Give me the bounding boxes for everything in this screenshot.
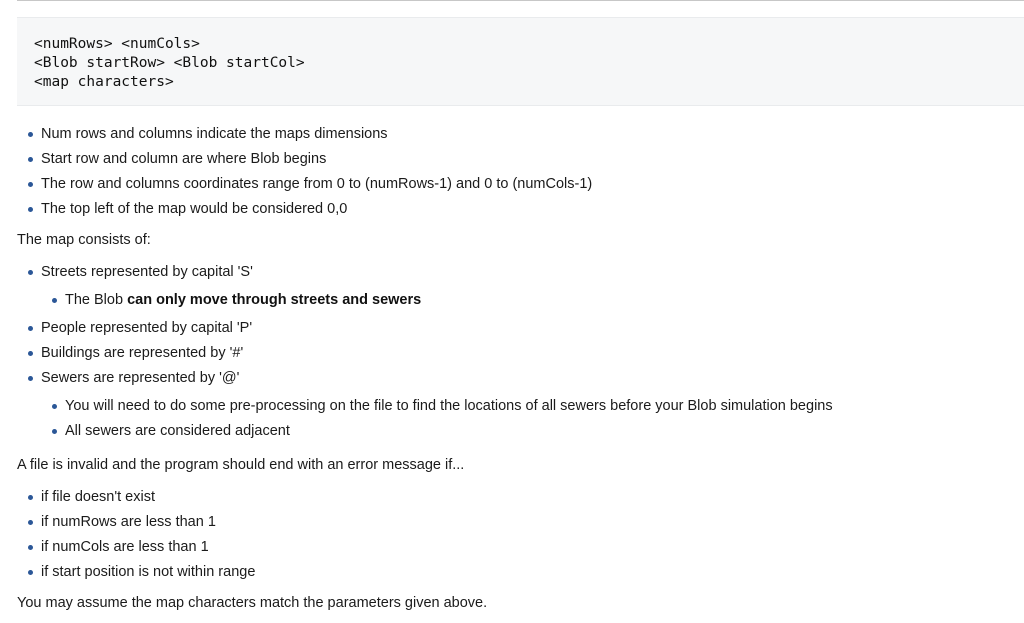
list-item-sewers (17, 366, 1017, 391)
list-item-text: The row and columns coordinates range from 0 to (numRows-1) and 0 to (numCols-1) (41, 176, 593, 192)
instructions-content (17, 122, 1017, 623)
map-intro-paragraph: The map consists of: (17, 232, 151, 248)
list-item-text: Start row and column are where Blob begins (41, 151, 327, 167)
bullet-icon (28, 132, 33, 137)
bullet-icon (28, 207, 33, 212)
list-item-sewers-adjacent (17, 419, 1017, 444)
bullet-icon (28, 376, 33, 381)
list-item-text: Streets represented by capital 'S' (41, 264, 253, 280)
emphasis-text: can only move through streets and sewers (127, 292, 422, 308)
list-item-buildings (17, 341, 1017, 366)
code-line-start-position: <Blob startRow> <Blob startCol> (34, 55, 305, 71)
top-divider (17, 0, 1024, 1)
list-item-text: if file doesn't exist (41, 489, 155, 505)
bullet-icon (28, 351, 33, 356)
list-item (17, 172, 1017, 197)
bullet-icon (28, 520, 33, 525)
list-item-sewers-preprocessing (17, 394, 1017, 419)
closing-paragraph: You may assume the map characters match the parameters given above. (17, 595, 488, 611)
code-line-dimensions: <numRows> <numCols> (34, 36, 200, 52)
list-item-text: People represented by capital 'P' (41, 320, 253, 336)
list-item-text: The Blob (65, 292, 128, 308)
list-item (17, 485, 1017, 510)
bullet-icon (52, 298, 57, 303)
file-format-code-block (17, 17, 1024, 106)
bullet-icon (28, 495, 33, 500)
bullet-icon (28, 157, 33, 162)
format-notes-list (17, 122, 1017, 222)
list-item-streets-rule (17, 288, 1017, 313)
list-item (17, 535, 1017, 560)
bullet-icon (28, 545, 33, 550)
code-line-map-characters: <map characters> (34, 74, 174, 90)
bullet-icon (52, 429, 57, 434)
list-item-text: Num rows and columns indicate the maps dimensions (41, 126, 388, 142)
list-item (17, 560, 1017, 585)
list-item-text: if numCols are less than 1 (41, 539, 209, 555)
list-item (17, 510, 1017, 535)
map-characters-list (17, 260, 1017, 444)
invalid-conditions-list (17, 485, 1017, 585)
list-item (17, 197, 1017, 222)
list-item-text: The top left of the map would be considered 0,0 (41, 201, 348, 217)
list-item (17, 147, 1017, 172)
list-item-text: Sewers are represented by '@' (41, 370, 240, 386)
bullet-icon (28, 326, 33, 331)
list-item-text: Buildings are represented by '#' (41, 345, 244, 361)
list-item-streets (17, 260, 1017, 285)
bullet-icon (28, 570, 33, 575)
list-item-text: if start position is not within range (41, 564, 256, 580)
list-item-people (17, 316, 1017, 341)
bullet-icon (28, 182, 33, 187)
bullet-icon (52, 404, 57, 409)
invalid-intro-paragraph: A file is invalid and the program should end with an error message if... (17, 457, 465, 473)
list-item (17, 122, 1017, 147)
list-item-text: All sewers are considered adjacent (65, 423, 290, 439)
list-item-text: You will need to do some pre-processing on the file to find the locations of all sewers before your Blob simulation begins (65, 398, 833, 414)
bullet-icon (28, 270, 33, 275)
list-item-text: if numRows are less than 1 (41, 514, 216, 530)
